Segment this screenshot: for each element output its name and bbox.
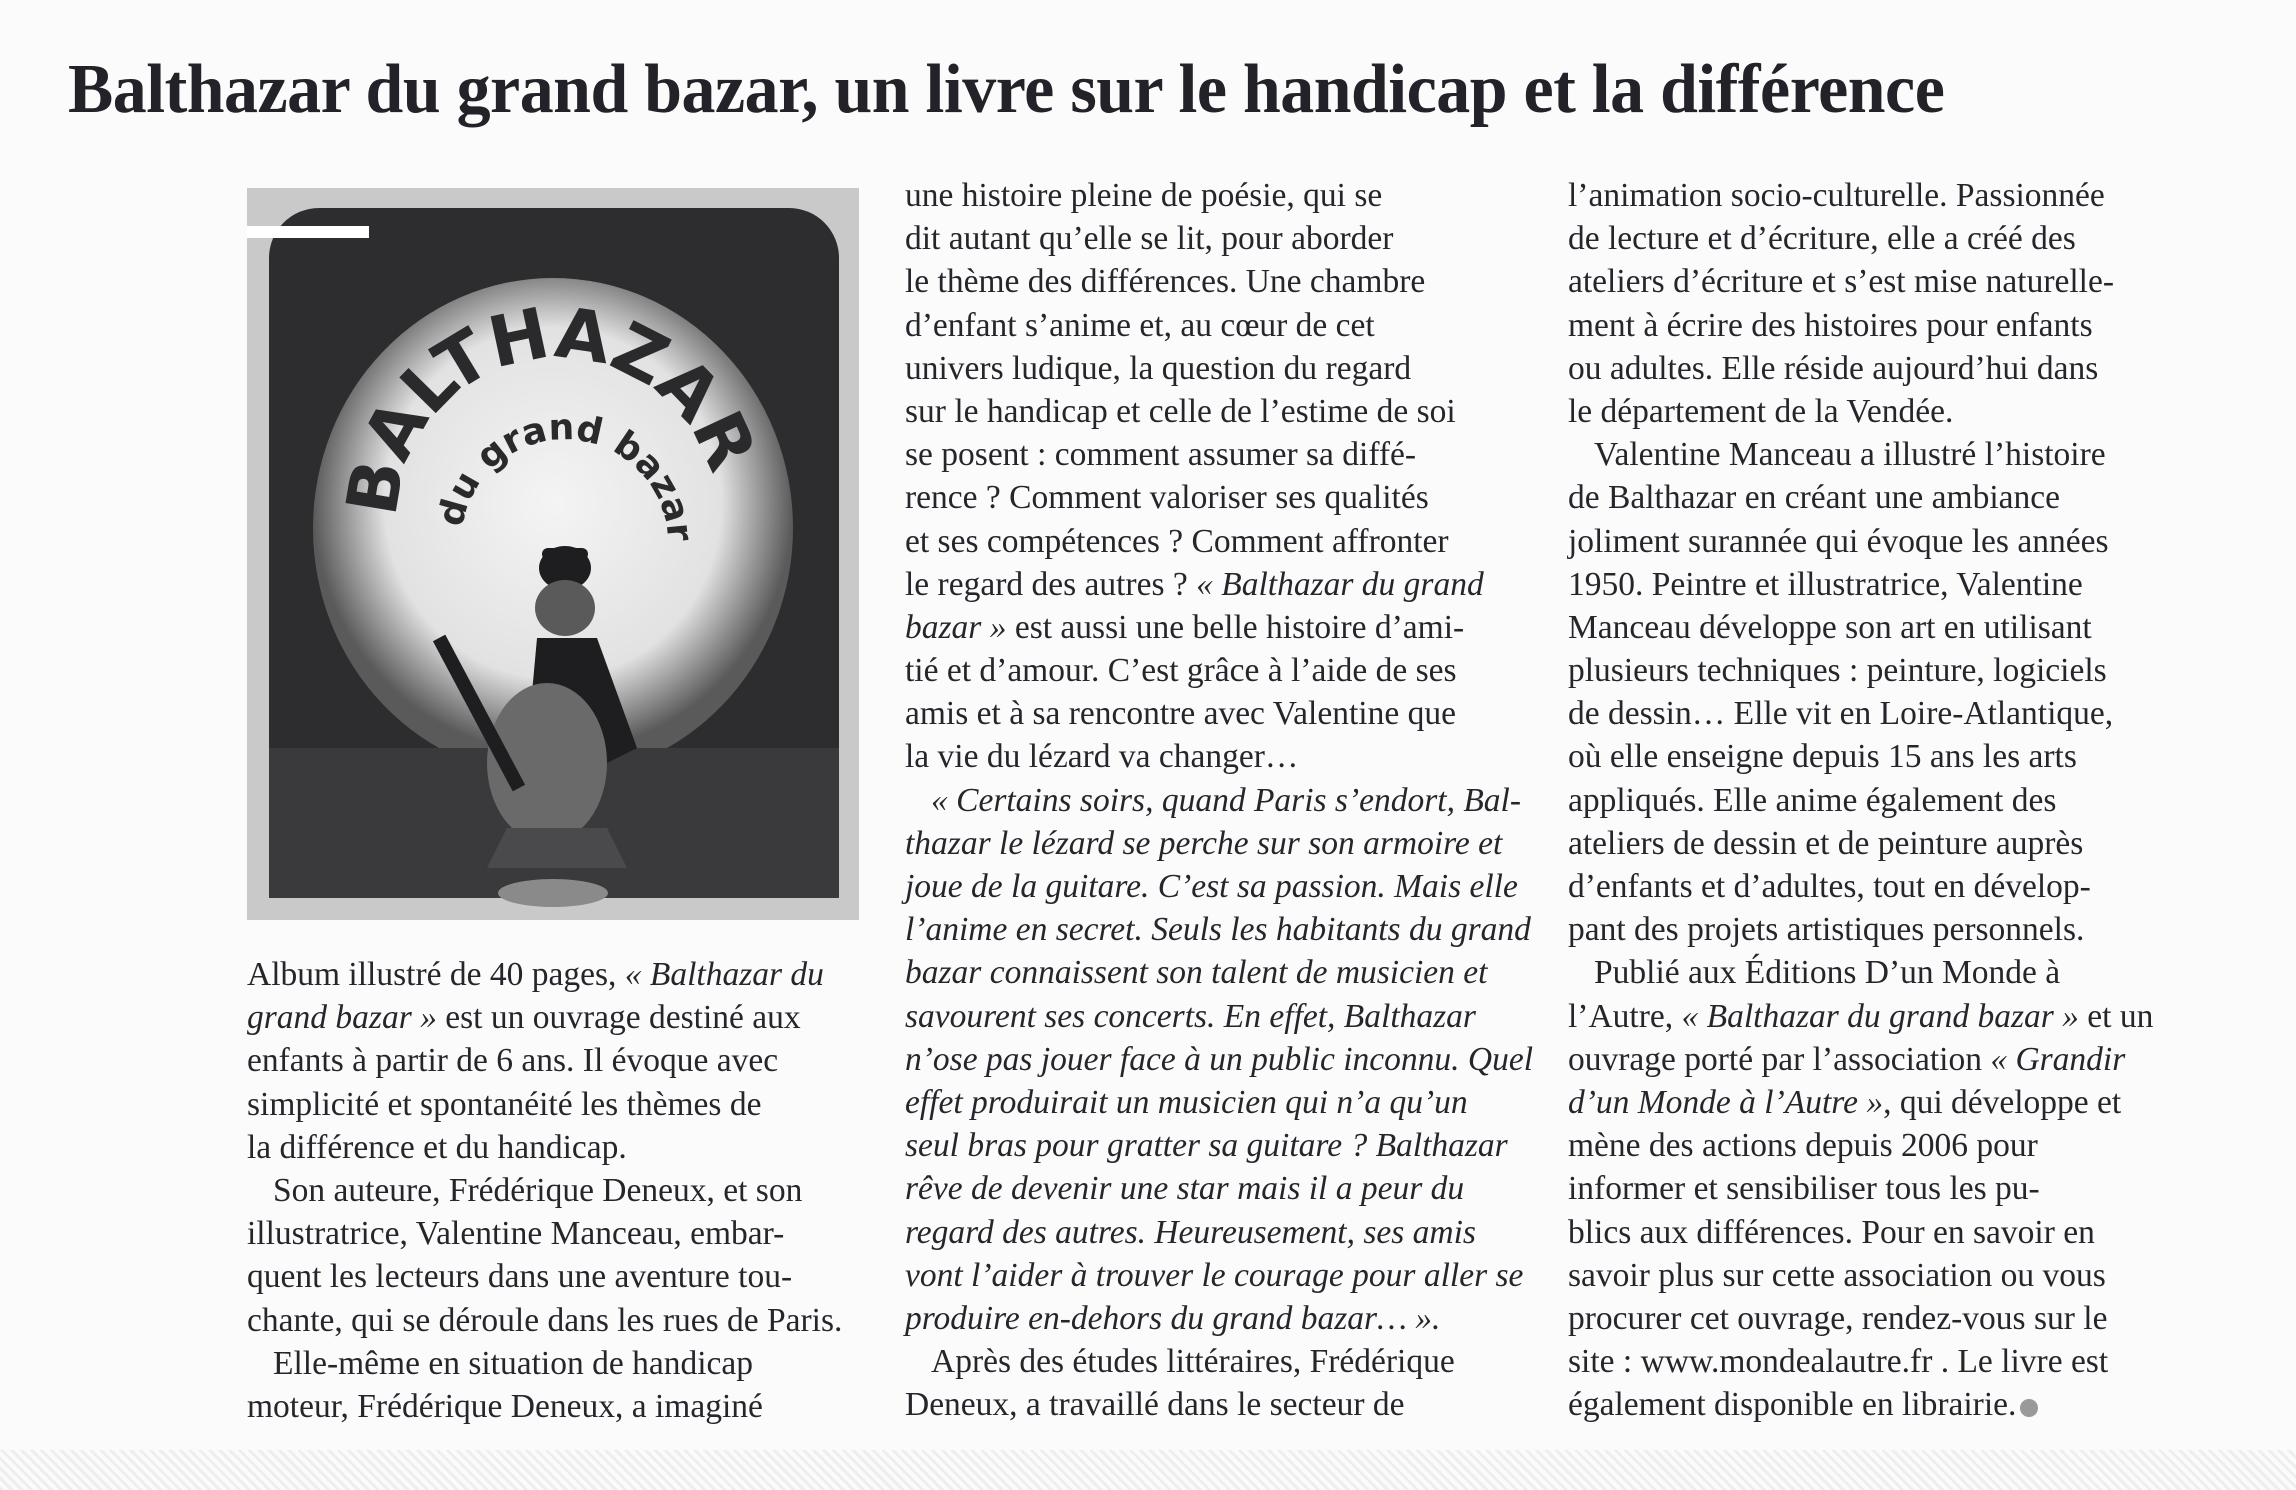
text-line [905, 735, 1533, 778]
body-text: Publié aux Éditions D’un Monde à [1594, 954, 2061, 992]
end-of-article-mark-icon [2020, 1399, 2038, 1417]
body-text: quent les lecteurs dans une aventure tou- [247, 1258, 793, 1296]
body-text: une histoire pleine de poésie, qui se [905, 177, 1383, 214]
body-text: rence ? Comment valoriser ses qualités [905, 479, 1429, 517]
italic-text: n’ose pas jouer face à un public inconnu. Quel [905, 1040, 1534, 1078]
body-text: mène des actions depuis 2006 pour [1568, 1127, 2038, 1165]
text-line [1568, 951, 2153, 994]
text-line [1568, 1254, 2153, 1297]
text-line [247, 1342, 842, 1385]
text-line [1568, 520, 2153, 563]
body-text: d’enfant s’anime et, au cœur de cet [905, 306, 1375, 344]
text-line [905, 304, 1533, 347]
text-line [905, 217, 1533, 260]
text-line [905, 1211, 1533, 1254]
text-line [905, 1340, 1533, 1383]
body-text: d’enfants et d’adultes, tout en dévelop- [1568, 868, 2091, 905]
text-line [1568, 735, 2153, 778]
text-line [905, 174, 1533, 217]
text-line [1568, 908, 2153, 951]
body-text: est un ouvrage destiné aux [436, 999, 801, 1037]
body-text: également disponible en librairie. [1568, 1386, 2017, 1424]
text-line [1568, 1124, 2153, 1167]
body-text: l’animation socio-culturelle. Passionnée [1568, 177, 2105, 214]
text-line [905, 390, 1533, 433]
body-text: Elle-même en situation de handicap [273, 1344, 753, 1382]
body-text: chante, qui se déroule dans les rues de Paris. [247, 1301, 843, 1339]
cover-subtitle: du grand bazar [430, 407, 701, 543]
article-column-3 [1568, 174, 2153, 1426]
article-title: Balthazar du grand bazar, un livre sur le handicap et la différence [68, 51, 1945, 128]
text-line [247, 1385, 842, 1428]
body-text: univers ludique, la question du regard [905, 349, 1412, 387]
body-text: ou adultes. Elle réside aujourd’hui dans [1568, 349, 2099, 387]
text-line [1568, 433, 2153, 476]
text-line [905, 1081, 1533, 1124]
body-text: ouvrage porté par l’association [1568, 1040, 1991, 1078]
text-line [247, 1212, 842, 1255]
italic-text: savourent ses concerts. En effet, Balthazar [905, 997, 1476, 1035]
book-cover-image [247, 188, 859, 920]
text-line [905, 779, 1533, 822]
body-text: savoir plus sur cette association ou vous [1568, 1256, 2106, 1294]
article-column-1 [247, 953, 842, 1428]
text-line [905, 563, 1533, 606]
text-line [905, 1124, 1533, 1167]
text-line [905, 260, 1533, 303]
text-line [1568, 476, 2153, 519]
body-text: simplicité et spontanéité les thèmes de [247, 1085, 762, 1123]
text-line [905, 865, 1533, 908]
body-text: le département de la Vendée. [1568, 392, 1954, 430]
body-text: joliment surannée qui évoque les années [1568, 522, 2109, 560]
text-line [1568, 260, 2153, 303]
body-text: Après des études littéraires, Frédérique [931, 1343, 1455, 1381]
text-line [905, 520, 1533, 563]
italic-text: effet produirait un musicien qui n’a qu’un [905, 1083, 1468, 1121]
text-line [905, 1297, 1533, 1340]
body-text: de dessin… Elle vit en Loire-Atlantique, [1568, 695, 2114, 733]
text-line [1568, 649, 2153, 692]
body-text: dit autant qu’elle se lit, pour aborder [905, 220, 1394, 258]
body-text: de Balthazar en créant une ambiance [1568, 479, 2060, 517]
text-line [1568, 1167, 2153, 1210]
article-column-2 [905, 174, 1533, 1426]
text-line [905, 1038, 1533, 1081]
body-text: appliqués. Elle anime également des [1568, 781, 2057, 819]
text-line [905, 606, 1533, 649]
body-text: ment à écrire des histoires pour enfants [1568, 306, 2093, 344]
italic-text: seul bras pour gratter sa guitare ? Balthazar [905, 1127, 1508, 1165]
italic-text: produire en-dehors du grand bazar… ». [905, 1299, 1441, 1337]
body-text: plusieurs techniques : peinture, logiciels [1568, 652, 2107, 690]
text-line [247, 996, 842, 1039]
italic-text: bazar connaissent son talent de musicien et [905, 954, 1488, 992]
italic-text: « Certains soirs, quand Paris s’endort, Bal- [931, 781, 1521, 819]
text-line [247, 1083, 842, 1126]
text-line [1568, 995, 2153, 1038]
body-text: Deneux, a travaillé dans le secteur de [905, 1386, 1405, 1424]
italic-text: « Balthazar du [624, 956, 824, 993]
text-line [1568, 822, 2153, 865]
text-line [1568, 563, 2153, 606]
italic-text: vont l’aider à trouver le courage pour aller se [905, 1256, 1524, 1294]
text-line [1568, 1081, 2153, 1124]
text-line [1568, 217, 2153, 260]
text-line [1568, 1340, 2153, 1383]
body-text: moteur, Frédérique Deneux, a imaginé [247, 1387, 763, 1425]
body-text: ateliers de dessin et de peinture auprès [1568, 824, 2084, 862]
body-text: , qui développe et [1883, 1083, 2122, 1121]
text-line [1568, 174, 2153, 217]
body-text: procurer cet ouvrage, rendez-vous sur le [1568, 1299, 2108, 1337]
italic-text: rêve de devenir une star mais il a peur du [905, 1170, 1465, 1208]
text-line [1568, 692, 2153, 735]
text-line [247, 953, 842, 996]
text-line [247, 1169, 842, 1212]
body-text: Manceau développe son art en utilisant [1568, 608, 2092, 646]
text-line [1568, 1038, 2153, 1081]
text-line [1568, 1383, 2153, 1426]
cover-illustration [247, 188, 859, 920]
body-text: informer et sensibiliser tous les pu- [1568, 1170, 2040, 1208]
italic-text: regard des autres. Heureusement, ses amis [905, 1213, 1476, 1251]
body-text: de lecture et d’écriture, elle a créé des [1568, 220, 2076, 258]
text-line [1568, 779, 2153, 822]
text-line [905, 347, 1533, 390]
text-line [905, 822, 1533, 865]
body-text: le thème des différences. Une chambre [905, 263, 1426, 301]
italic-text: « Balthazar du grand [1196, 565, 1484, 603]
body-text: l’Autre, [1568, 997, 1682, 1035]
body-text: ateliers d’écriture et s’est mise naturelle- [1568, 263, 2114, 301]
text-line [905, 1254, 1533, 1297]
body-text: Son auteure, Frédérique Deneux, et son [273, 1171, 803, 1209]
italic-text: « Balthazar du grand bazar » [1681, 997, 2079, 1035]
italic-text: bazar » [905, 608, 1007, 646]
body-text: pant des projets artistiques personnels. [1568, 911, 2085, 949]
body-text: site : www.mondealautre.fr . Le livre est [1568, 1343, 2109, 1381]
text-line [247, 1255, 842, 1298]
text-line [1568, 304, 2153, 347]
body-text: Valentine Manceau a illustré l’histoire [1594, 436, 2106, 474]
text-line [1568, 865, 2153, 908]
italic-text: joue de la guitare. C’est sa passion. Mais elle [905, 868, 1518, 905]
text-line [1568, 347, 2153, 390]
italic-text: l’anime en secret. Seuls les habitants du grand [905, 911, 1531, 949]
text-line [905, 692, 1533, 735]
text-line [1568, 606, 2153, 649]
text-line [905, 995, 1533, 1038]
text-line [905, 951, 1533, 994]
text-line [1568, 1211, 2153, 1254]
body-text: Album illustré de 40 pages, [247, 956, 625, 993]
body-text: 1950. Peintre et illustratrice, Valentine [1568, 565, 2083, 603]
text-line [905, 433, 1533, 476]
text-line [905, 649, 1533, 692]
body-text: se posent : comment assumer sa diffé- [905, 436, 1417, 474]
italic-text: d’un Monde à l’Autre » [1568, 1083, 1884, 1121]
italic-text: thazar le lézard se perche sur son armoire et [905, 824, 1503, 862]
body-text: la différence et du handicap. [247, 1128, 627, 1166]
body-text: enfants à partir de 6 ans. Il évoque avec [247, 1042, 779, 1080]
body-text: amis et à sa rencontre avec Valentine que [905, 695, 1456, 733]
body-text: illustratrice, Valentine Manceau, embar- [247, 1215, 785, 1253]
italic-text: « Grandir [1990, 1040, 2126, 1078]
body-text: sur le handicap et celle de l’estime de soi [905, 392, 1456, 430]
text-line [247, 1299, 842, 1342]
cover-publisher-badge [498, 879, 608, 907]
page-edge-texture [0, 1450, 2296, 1490]
body-text: et ses compétences ? Comment affronter [905, 522, 1449, 560]
body-text: la vie du lézard va changer… [905, 738, 1299, 776]
text-line [905, 476, 1533, 519]
text-line [247, 1039, 842, 1082]
italic-text: grand bazar » [247, 999, 437, 1037]
body-text: tié et d’amour. C’est grâce à l’aide de ses [905, 652, 1457, 690]
body-text: est aussi une belle histoire d’ami- [1006, 608, 1465, 646]
body-text: le regard des autres ? [905, 565, 1197, 603]
text-line [905, 908, 1533, 951]
text-line [1568, 390, 2153, 433]
cover-title: BALTHAZAR [330, 291, 773, 521]
text-line [905, 1167, 1533, 1210]
text-line [905, 1383, 1533, 1426]
body-text: où elle enseigne depuis 15 ans les arts [1568, 738, 2077, 776]
text-line [247, 1126, 842, 1169]
body-text: et un [2078, 997, 2154, 1035]
body-text: blics aux différences. Pour en savoir en [1568, 1213, 2095, 1251]
text-line [1568, 1297, 2153, 1340]
